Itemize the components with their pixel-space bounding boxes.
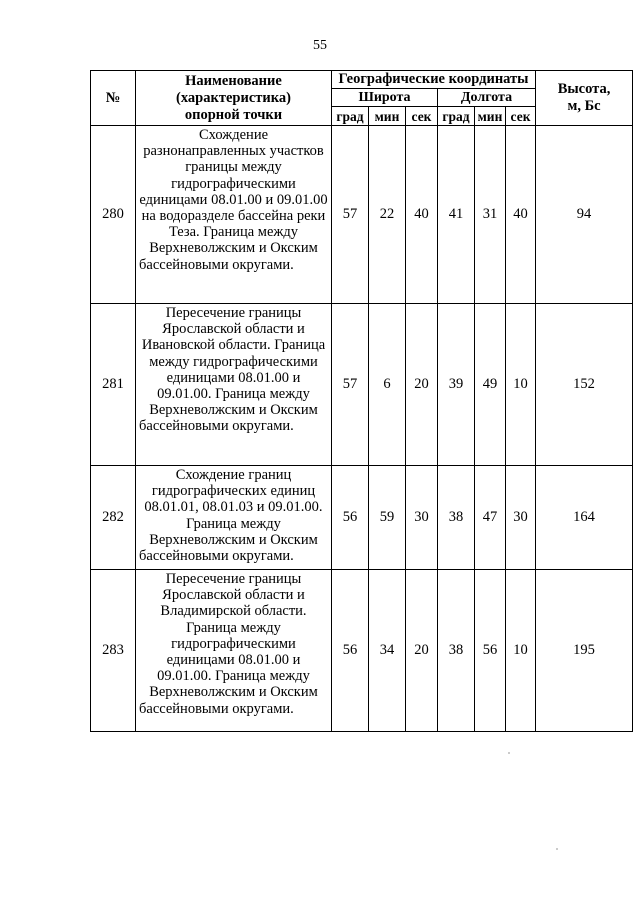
header-longitude: Долгота [438, 89, 536, 107]
row-description: Схождение границ гидрографических единиц 08.01.01, 08.01.03 и 09.01.00. Граница между Верхневолжским и Окским бассейновыми округами. [136, 466, 332, 570]
lon-sec-cell: 10 [506, 570, 536, 732]
reference-points-table [90, 70, 633, 732]
lat-min-cell: 59 [369, 466, 406, 570]
height-cell: 152 [536, 304, 633, 466]
table-row [91, 570, 633, 732]
header-num: № [91, 71, 136, 126]
lon-deg-cell: 41 [438, 126, 475, 304]
lat-deg-cell: 56 [332, 466, 369, 570]
header-latitude: Широта [332, 89, 438, 107]
lat-deg-cell: 57 [332, 304, 369, 466]
row-number: 280 [91, 126, 136, 304]
lon-deg-cell: 38 [438, 570, 475, 732]
row-number: 282 [91, 466, 136, 570]
header-name-line1: Наименование [185, 72, 282, 89]
lat-deg-cell: 57 [332, 126, 369, 304]
header-lat-sec: сек [406, 107, 438, 126]
lon-deg-cell: 39 [438, 304, 475, 466]
lon-sec-cell: 40 [506, 126, 536, 304]
row-number: 281 [91, 304, 136, 466]
lat-deg-cell: 56 [332, 570, 369, 732]
height-cell: 195 [536, 570, 633, 732]
header-lon-deg: град [438, 107, 475, 126]
table-row [91, 466, 633, 570]
header-name-line3: опорной точки [184, 106, 283, 123]
table-row [91, 304, 633, 466]
lat-min-cell: 22 [369, 126, 406, 304]
header-lon-min: мин [475, 107, 506, 126]
scan-speck [556, 848, 558, 850]
header-height-line1: Высота, [557, 81, 611, 97]
height-cell: 94 [536, 126, 633, 304]
row-number: 283 [91, 570, 136, 732]
lat-sec-cell: 30 [406, 466, 438, 570]
lat-sec-cell: 20 [406, 570, 438, 732]
page-number: 55 [313, 38, 327, 53]
row-description: Пересечение границы Ярославской области и Владимирской области. Граница между гидрографическими единицами 08.01.00 и 09.01.00. Граница между Верхневолжским и Окским бассейновыми округами. [136, 570, 332, 732]
lat-sec-cell: 40 [406, 126, 438, 304]
height-cell: 164 [536, 466, 633, 570]
lat-min-cell: 34 [369, 570, 406, 732]
lon-sec-cell: 30 [506, 466, 536, 570]
header-lon-sec: сек [506, 107, 536, 126]
lat-min-cell: 6 [369, 304, 406, 466]
lon-min-cell: 56 [475, 570, 506, 732]
lat-sec-cell: 20 [406, 304, 438, 466]
header-lat-deg: град [332, 107, 369, 126]
row-description: Схождение разнонаправленных участков границы между гидрографическими единицами 08.01.00 и 09.01.00 на водоразделе бассейна реки Теза. Граница между Верхневолжским и Окским бассейновыми округами. [136, 126, 332, 304]
header-lat-min: мин [369, 107, 406, 126]
lon-min-cell: 49 [475, 304, 506, 466]
row-description: Пересечение границы Ярославской области и Ивановской области. Граница между гидрографическими единицами 08.01.00 и 09.01.00. Граница между Верхневолжским и Окским бассейновыми округами. [136, 304, 332, 466]
lon-sec-cell: 10 [506, 304, 536, 466]
lon-min-cell: 47 [475, 466, 506, 570]
lon-min-cell: 31 [475, 126, 506, 304]
scan-speck [508, 752, 510, 754]
header-height [536, 71, 633, 126]
header-name-line2: (характеристика) [176, 89, 291, 106]
header-name [136, 71, 332, 126]
header-height-line2: м, Бс [567, 98, 601, 114]
table-row [91, 126, 633, 304]
lon-deg-cell: 38 [438, 466, 475, 570]
header-coordinates: Географические координаты [332, 71, 536, 89]
